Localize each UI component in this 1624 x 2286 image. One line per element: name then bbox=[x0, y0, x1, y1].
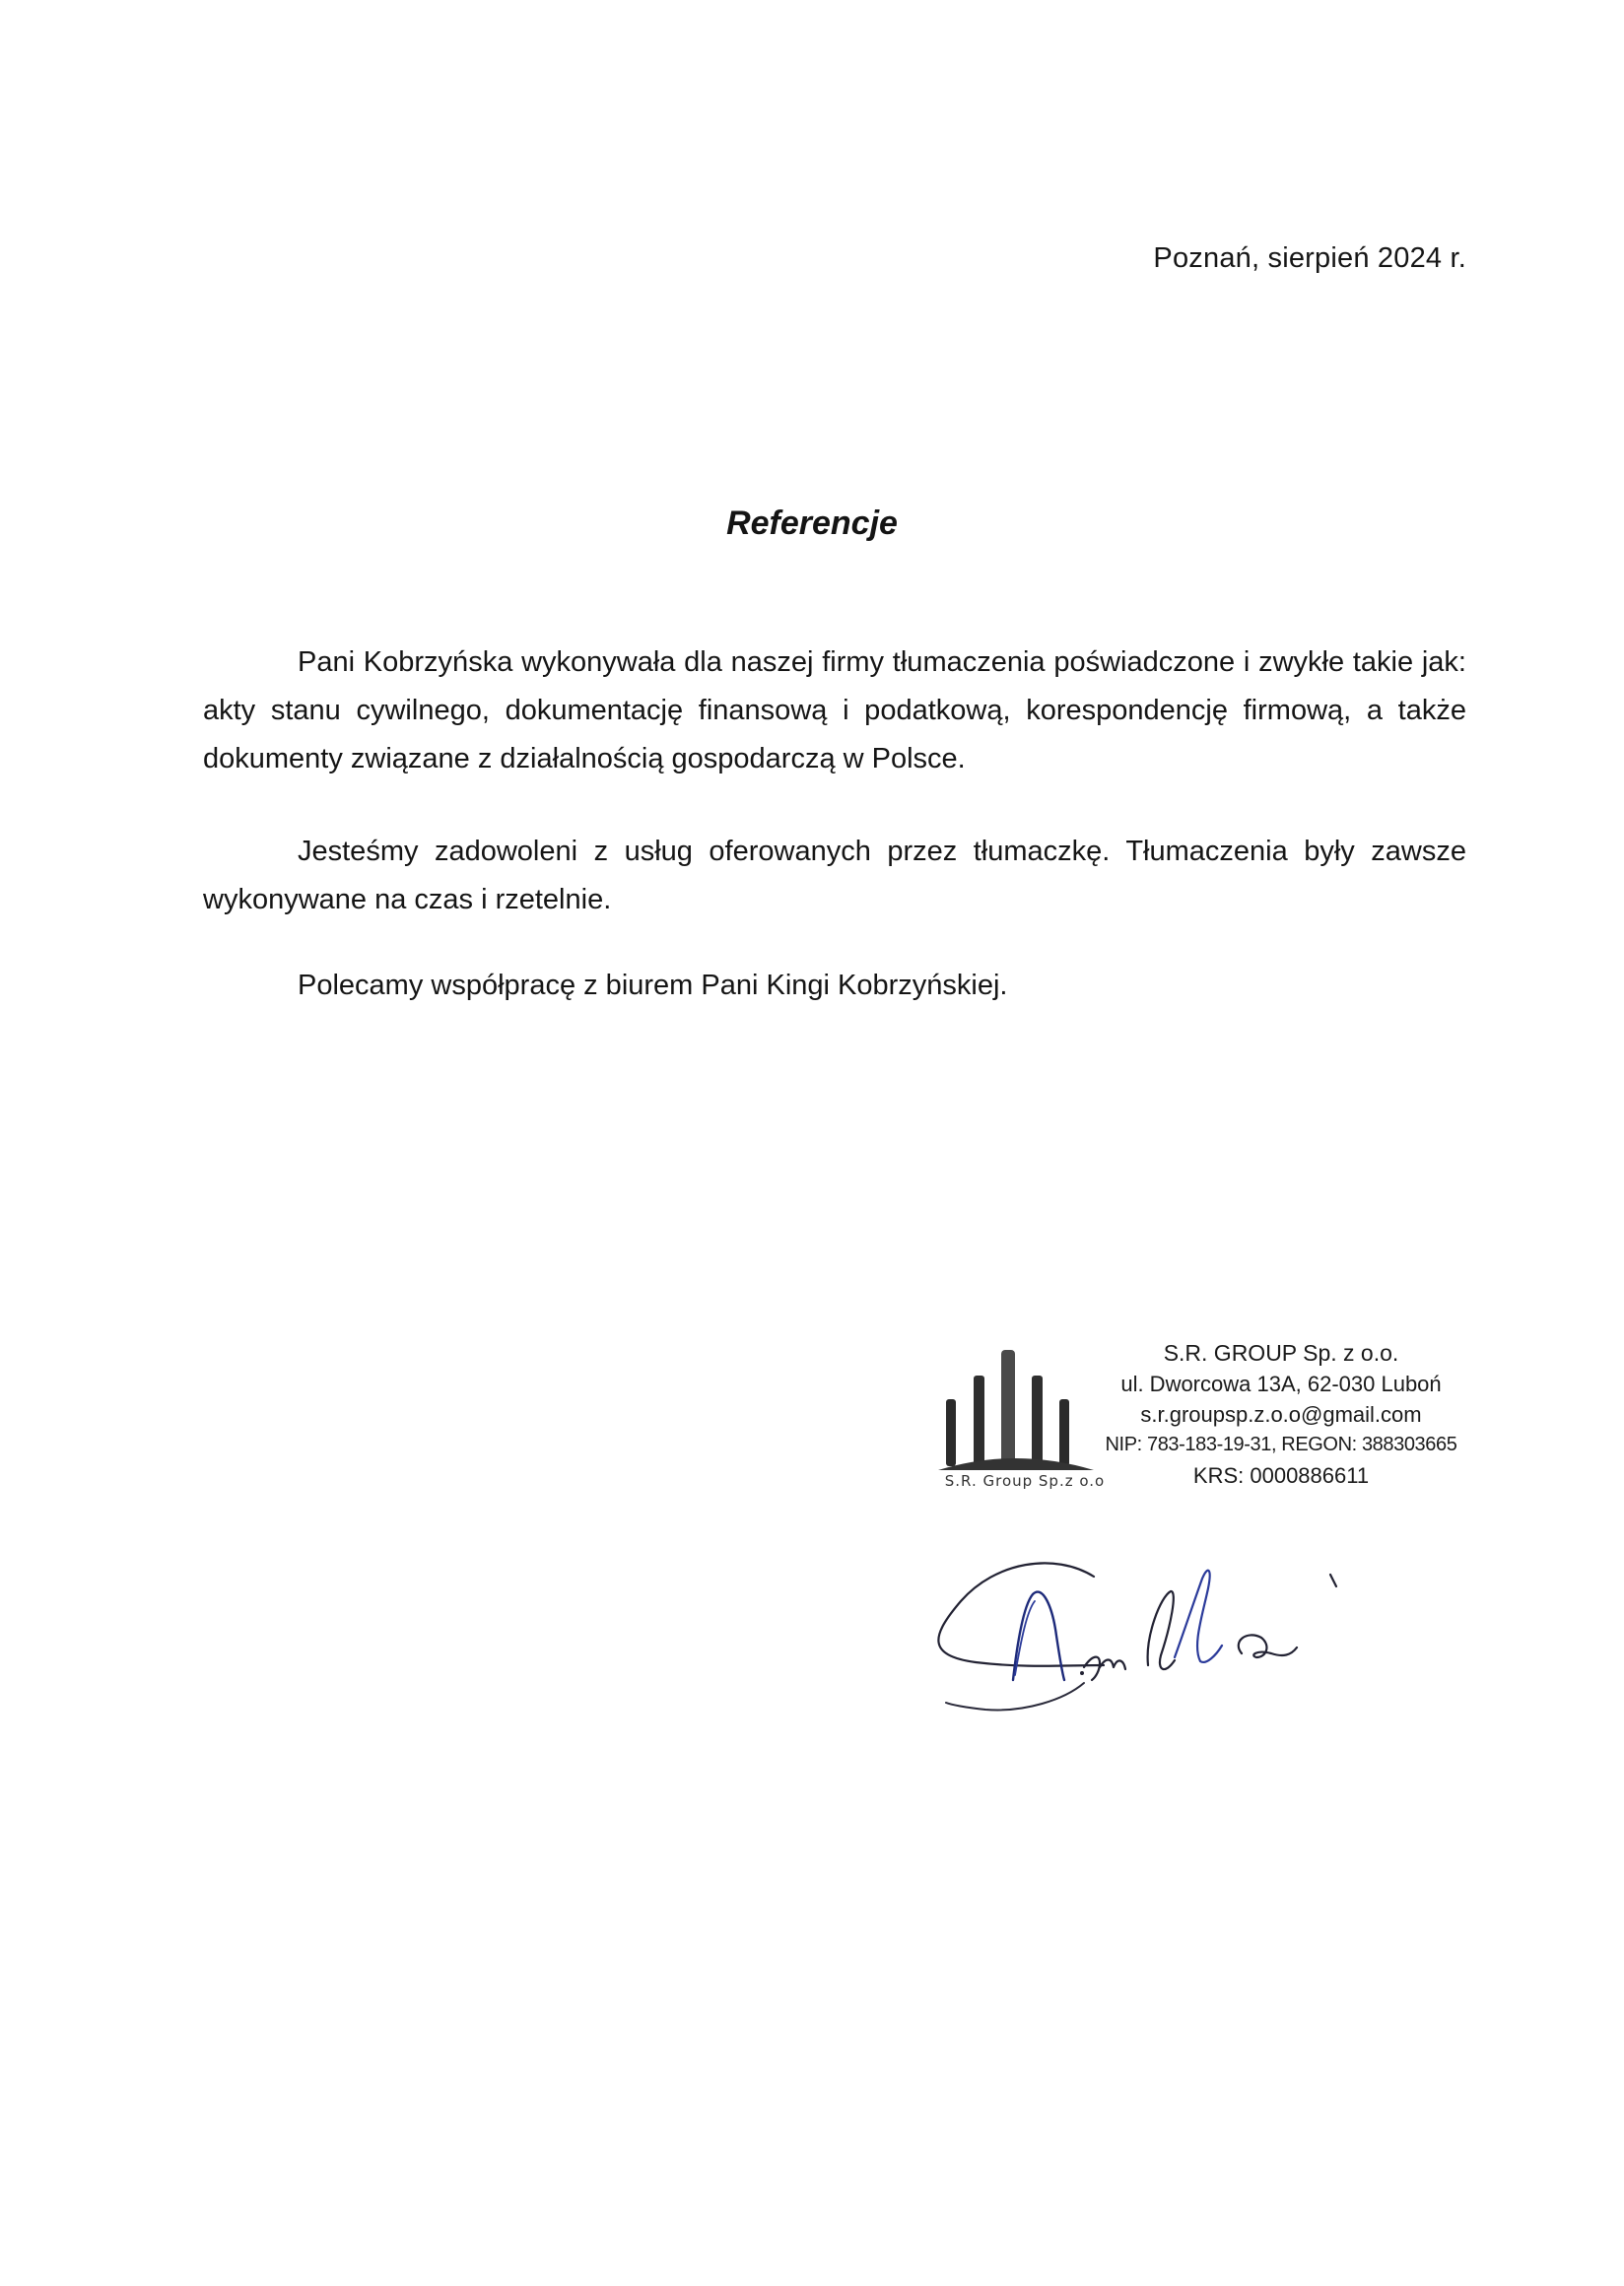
logo-caption: S.R. Group Sp.z o.o bbox=[944, 1472, 1106, 1490]
company-stamp bbox=[907, 1332, 1458, 1500]
paragraph-recommendation bbox=[203, 962, 1466, 1010]
stamp-address: ul. Dworcowa 13A, 62-030 Luboń bbox=[1120, 1372, 1442, 1396]
paragraph-satisfaction bbox=[203, 828, 1466, 924]
stamp-email: s.r.groupsp.z.o.o@gmail.com bbox=[1140, 1402, 1422, 1427]
place-date: Poznań, sierpień 2024 r. bbox=[1153, 242, 1466, 274]
stamp-nip-regon: NIP: 783-183-19-31, REGON: 388303665 bbox=[1105, 1434, 1457, 1455]
paragraph-text: Polecamy współpracę z biurem Pani Kingi Kobrzyńskiej. bbox=[298, 970, 1008, 1001]
company-logo-icon bbox=[916, 1332, 1114, 1500]
stamp-krs: KRS: 0000886611 bbox=[1192, 1463, 1370, 1488]
paragraph-text: Jesteśmy zadowoleni z usług oferowanych przez tłumaczkę. Tłumaczenia były zawsze wykonywane na czas i rzetelnie. bbox=[203, 836, 1466, 915]
stamp-company-name: S.R. GROUP Sp. z o.o. bbox=[1163, 1340, 1399, 1366]
stamp-details bbox=[1104, 1338, 1458, 1491]
document-title: Referencje bbox=[726, 504, 898, 542]
paragraph-services bbox=[203, 639, 1466, 783]
paragraph-text: Pani Kobrzyńska wykonywała dla naszej firmy tłumaczenia poświadczone i zwykłe takie jak: akty stanu cywilnego, dokumentację finansową i podatkową, korespondencję firmową, a także dokumenty związane z działalnością gospodarczą w Polsce. bbox=[203, 646, 1466, 774]
signature-icon bbox=[916, 1547, 1360, 1744]
